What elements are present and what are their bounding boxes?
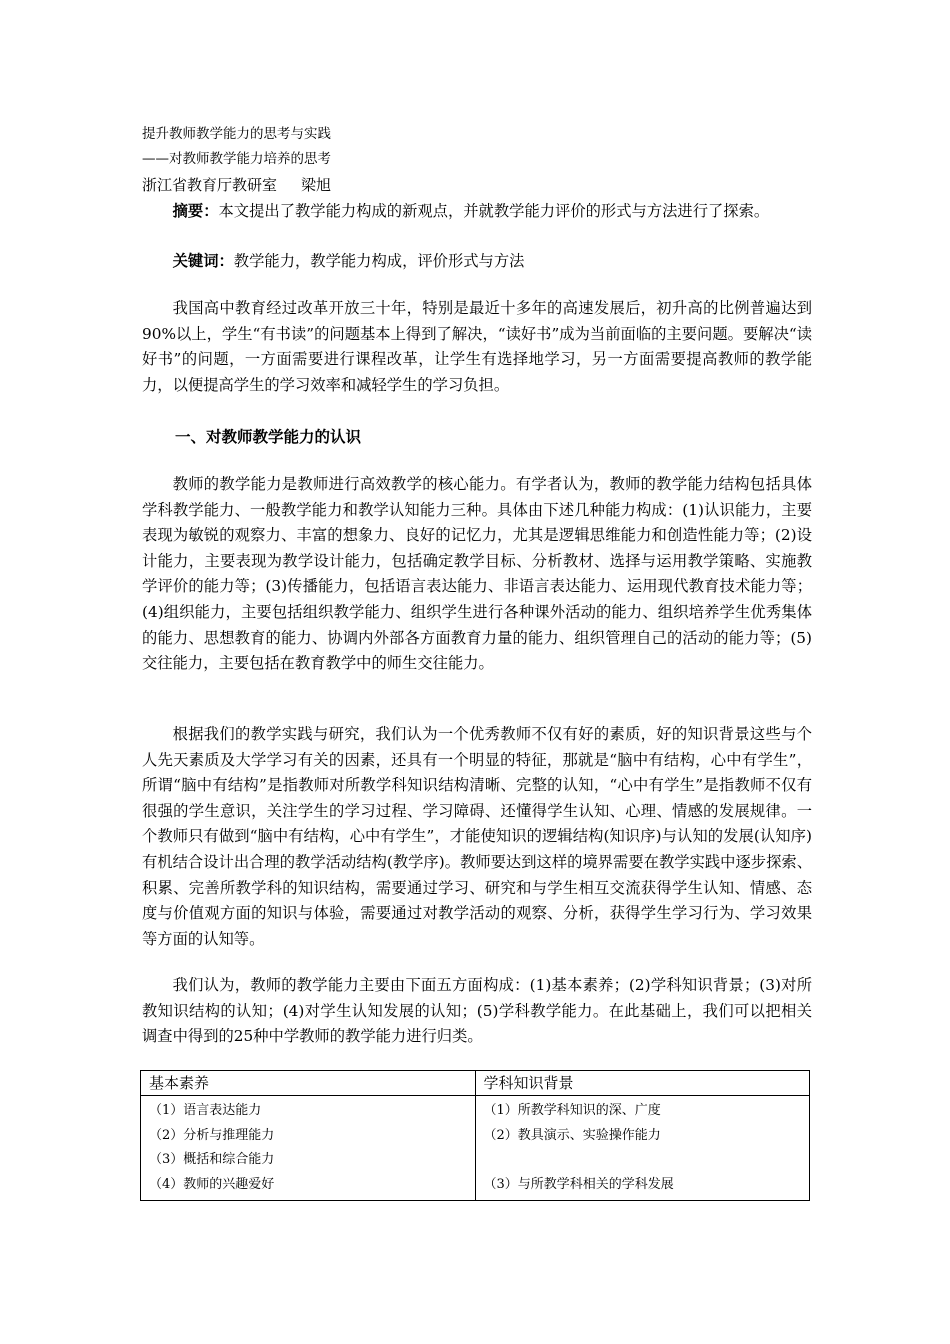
paragraph-five-aspects: 我们认为，教师的教学能力主要由下面五方面构成：(1)基本素养；(2)学科知识背景；(3)对所教知识结构的认知；(4)对学生认知发展的认知；(5)学科教学能力。在此基础上，我们可以把相关调查中得到的25种中学教师的教学能力进行归类。 [142,976,812,1046]
keywords-text: 教学能力，教学能力构成，评价形式与方法 [233,252,525,270]
list-item: （2）教具演示、实验操作能力 [483,1127,661,1143]
table-header-basic-literacy: 基本素养 [141,1071,476,1096]
table-cell-basic-literacy [141,1096,476,1201]
table-header-subject-knowledge: 学科知识背景 [475,1071,810,1096]
keywords-label: 关键词： [172,252,234,270]
paragraph-ability-structure: 教师的教学能力是教师进行高效教学的核心能力。有学者认为，教师的教学能力结构包括具体学科教学能力、一般教学能力和教学认知能力三种。具体由下述几种能力构成：(1)认识能力，主要表现为敏锐的观察力、丰富的想象力、良好的记忆力，尤其是逻辑思维能力和创造性能力等；(2)设计能力，主要表现为教学设计能力，包括确定教学目标、分析教材、选择与运用教学策略、实施教学评价的能力等；(3)传播能力，包括语言表达能力、非语言表达能力、运用现代教育技术能力等；(4)组织能力，主要包括组织教学能力、组织学生进行各种课外活动的能力、组织培养学生优秀集体的能力、思想教育的能力、协调内外部各方面教育力量的能力、组织管理自己的活动的能力等；(5)交往能力，主要包括在教育教学中的师生交往能力。 [142,475,812,673]
document-subtitle: ——对教师教学能力培养的思考 [142,151,331,167]
paragraph-intro: 我国高中教育经过改革开放三十年，特别是最近十多年的高速发展后，初升高的比例普遍达到90%以上，学生“有书读”的问题基本上得到了解决，“读好书”成为当前面临的主要问题。要解决“读好书”的问题，一方面需要进行课程改革，让学生有选择地学习，另一方面需要提高教师的教学能力，以便提高学生的学习效率和减轻学生的学习负担。 [142,299,812,394]
keywords [142,249,812,275]
list-item: （2）分析与推理能力 [149,1127,275,1143]
author-organization: 浙江省教育厅教研室 [142,176,278,194]
list-item: （4）教师的兴趣爱好 [149,1176,275,1192]
table-cell-subject-knowledge [475,1096,810,1201]
abstract-text: 本文提出了教学能力构成的新观点，并就教学能力评价的形式与方法进行了探索。 [218,202,770,220]
table-row [141,1096,810,1201]
document-title: 提升教师教学能力的思考与实践 [142,126,331,142]
list-item: （1）语言表达能力 [149,1103,262,1118]
author-line [142,174,331,196]
author-name: 梁旭 [301,176,332,194]
paragraph-practice-research: 根据我们的教学实践与研究，我们认为一个优秀教师不仅有好的素质，好的知识背景这些与个人先天素质及大学学习有关的因素，还具有一个明显的特征，那就是“脑中有结构，心中有学生”，所谓“脑中有结构”是指教师对所教学科知识结构清晰、完整的认知，“心中有学生”是指教师不仅有很强的学生意识，关注学生的学习过程、学习障碍、还懂得学生认知、心理、情感的发展规律。一个教师只有做到“脑中有结构，心中有学生”，才能使知识的逻辑结构(知识序)与认知的发展(认知序)有机结合设计出合理的教学活动结构(教学序)。教师要达到这样的境界需要在教学实践中逐步探索、积累、完善所教学科的知识结构，需要通过学习、研究和与学生相互交流获得学生认知、情感、态度与价值观方面的知识与体验，需要通过对教学活动的观察、分析，获得学生学习行为、学习效果等方面的认知等。 [142,725,812,948]
list-item: （3）概括和综合能力 [149,1152,275,1167]
ability-table [140,1070,810,1201]
table-header-row [141,1071,810,1096]
section-heading-1: 一、对教师教学能力的认识 [175,427,362,446]
abstract-label: 摘要： [172,202,219,220]
list-item: （3）与所教学科相关的学科发展 [483,1176,674,1192]
list-item: （1）所教学科知识的深、广度 [483,1103,661,1118]
abstract [142,199,812,225]
